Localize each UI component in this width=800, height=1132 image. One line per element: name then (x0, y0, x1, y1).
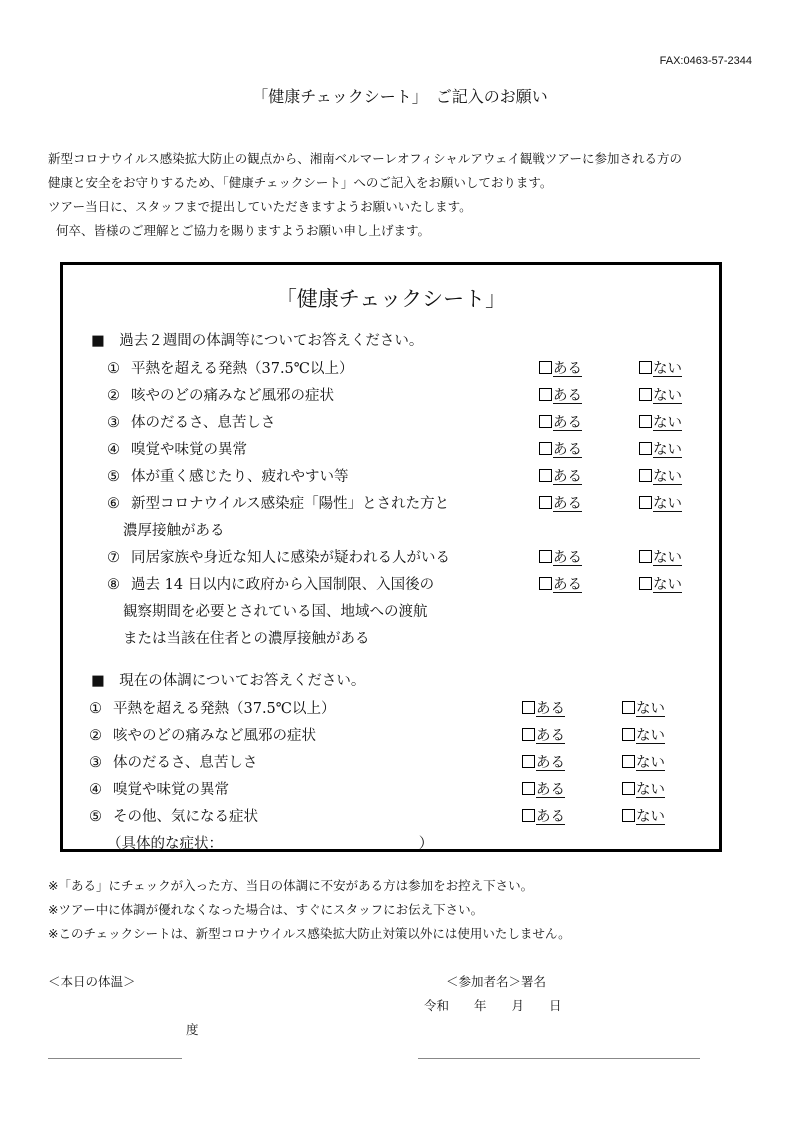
checkbox-icon (522, 755, 535, 768)
question-number: ② (107, 388, 120, 404)
s1-q5-yes[interactable] (539, 465, 582, 486)
checkbox-icon (522, 728, 535, 741)
option-label: ない (636, 701, 665, 717)
s1-question-5 (107, 465, 349, 486)
question-text: 体のだるさ、息苦しさ (131, 415, 276, 431)
question-number: ① (89, 701, 102, 717)
option-label: ある (536, 755, 565, 771)
checkbox-icon (539, 550, 552, 563)
s2-q4-no[interactable] (622, 778, 665, 799)
page-title: 「健康チェックシート」 ご記入のお願い (252, 87, 548, 106)
question-number: ① (107, 361, 120, 377)
note-3: ※このチェックシートは、新型コロナウイルス感染拡大防止対策以外には使用いたしません。 (48, 926, 571, 941)
s1-question-2 (107, 384, 334, 405)
option-label: ない (636, 809, 665, 825)
section1-heading: ■ 過去２週間の体調等についてお答えください。 (91, 333, 424, 349)
question-text: 嗅覚や味覚の異常 (131, 442, 247, 458)
s1-question-8-cont-2: または当該在住者との濃厚接触がある (123, 631, 370, 647)
option-label: ある (553, 469, 582, 485)
option-label: ある (553, 442, 582, 458)
checkbox-icon (539, 496, 552, 509)
option-label: ある (553, 388, 582, 404)
s1-question-1 (107, 357, 354, 378)
s1-q1-yes[interactable] (539, 357, 582, 378)
option-label: ある (553, 415, 582, 431)
checkbox-icon (539, 361, 552, 374)
s2-q5-no[interactable] (622, 805, 665, 826)
s2-q2-no[interactable] (622, 724, 665, 745)
question-text: 咳やのどの痛みなど風邪の症状 (113, 728, 316, 744)
checkbox-icon (539, 577, 552, 590)
s1-question-7 (107, 546, 450, 567)
s1-q3-yes[interactable] (539, 411, 582, 432)
checkbox-icon (639, 469, 652, 482)
s2-question-2 (89, 724, 316, 745)
intro-line-2: 健康と安全をお守りするため、「健康チェックシート」へのご記入をお願いしております。 (48, 175, 553, 190)
s1-question-6 (107, 492, 449, 513)
option-label: ある (553, 577, 582, 593)
question-number: ③ (89, 755, 102, 771)
checkbox-icon (639, 415, 652, 428)
checkbox-icon (522, 782, 535, 795)
question-text: 平熱を超える発熱（37.5℃以上） (113, 701, 336, 717)
option-label: ない (653, 577, 682, 593)
note-1: ※「ある」にチェックが入った方、当日の体調に不安がある方は参加をお控え下さい。 (48, 878, 534, 893)
option-label: ない (636, 755, 665, 771)
s2-q4-yes[interactable] (522, 778, 565, 799)
s1-question-8-cont-1: 観察期間を必要とされている国、地域への渡航 (123, 604, 428, 620)
intro-line-1: 新型コロナウイルス感染拡大防止の観点から、湘南ベルマーレオフィシャルアウェイ観戦ツアーに参加される方の (48, 151, 683, 166)
option-label: ない (636, 728, 665, 744)
option-label: ある (536, 782, 565, 798)
option-label: ない (653, 442, 682, 458)
option-label: ない (653, 550, 682, 566)
s1-q6-no[interactable] (639, 492, 682, 513)
health-check-sheet (60, 262, 722, 852)
question-text: 体が重く感じたり、疲れやすい等 (131, 469, 349, 485)
s2-q1-no[interactable] (622, 697, 665, 718)
s1-q2-yes[interactable] (539, 384, 582, 405)
s1-q7-yes[interactable] (539, 546, 582, 567)
checkbox-icon (522, 701, 535, 714)
date-label: 令和 年 月 日 (424, 998, 562, 1013)
option-label: ある (536, 809, 565, 825)
checkbox-icon (639, 550, 652, 563)
question-number: ④ (107, 442, 120, 458)
s2-q3-yes[interactable] (522, 751, 565, 772)
fax-number: FAX:0463-57-2344 (659, 55, 752, 67)
option-label: ない (653, 415, 682, 431)
question-text: その他、気になる症状 (113, 809, 258, 825)
s2-q1-yes[interactable] (522, 697, 565, 718)
intro-line-3: ツアー当日に、スタッフまで提出していただきますようお願いいたします。 (48, 199, 472, 214)
note-2: ※ツアー中に体調が優れなくなった場合は、すぐにスタッフにお伝え下さい。 (48, 902, 484, 917)
checkbox-icon (622, 728, 635, 741)
section2-heading: ■ 現在の体調についてお答えください。 (91, 673, 366, 689)
question-text: 過去 14 日以内に政府から入国制限、入国後の (131, 577, 435, 593)
question-number: ⑧ (107, 577, 120, 593)
checkbox-icon (622, 782, 635, 795)
checkbox-icon (622, 755, 635, 768)
question-number: ③ (107, 415, 120, 431)
option-label: ない (636, 782, 665, 798)
s1-question-6-cont: 濃厚接触がある (123, 523, 225, 539)
option-label: ない (653, 496, 682, 512)
s2-question-1 (89, 697, 336, 718)
s1-q2-no[interactable] (639, 384, 682, 405)
s1-q1-no[interactable] (639, 357, 682, 378)
s1-question-3 (107, 411, 275, 432)
s1-question-8 (107, 573, 434, 594)
s1-q8-yes[interactable] (539, 573, 582, 594)
s1-q5-no[interactable] (639, 465, 682, 486)
symptom-detail-field[interactable]: （具体的な症状： ） (107, 836, 434, 852)
option-label: ある (553, 496, 582, 512)
s1-q6-yes[interactable] (539, 492, 582, 513)
question-number: ⑦ (107, 550, 120, 566)
option-label: ある (536, 701, 565, 717)
question-text: 嗅覚や味覚の異常 (113, 782, 229, 798)
s2-q2-yes[interactable] (522, 724, 565, 745)
question-number: ⑥ (107, 496, 120, 512)
s2-question-5 (89, 805, 258, 826)
checkbox-icon (639, 496, 652, 509)
question-text: 咳やのどの痛みなど風邪の症状 (131, 388, 334, 404)
checkbox-icon (539, 469, 552, 482)
temperature-label: ＜本日の体温＞ (48, 974, 136, 989)
question-text: 平熱を超える発熱（37.5℃以上） (131, 361, 354, 377)
temperature-unit: 度 (186, 1022, 199, 1037)
intro-line-4: 何卒、皆様のご理解とご協力を賜りますようお願い申し上げます。 (56, 223, 431, 238)
question-text: 同居家族や身近な知人に感染が疑われる人がいる (131, 550, 450, 566)
sheet-title: 「健康チェックシート」 (275, 287, 507, 311)
question-number: ④ (89, 782, 102, 798)
question-number: ② (89, 728, 102, 744)
signature-label: ＜参加者名＞署名 (446, 974, 547, 989)
temperature-input-line[interactable] (48, 1058, 182, 1059)
s1-q3-no[interactable] (639, 411, 682, 432)
question-number: ⑤ (107, 469, 120, 485)
s2-question-4 (89, 778, 229, 799)
option-label: ない (653, 469, 682, 485)
option-label: ある (536, 728, 565, 744)
s1-q4-yes[interactable] (539, 438, 582, 459)
option-label: ない (653, 361, 682, 377)
checkbox-icon (639, 361, 652, 374)
option-label: ある (553, 550, 582, 566)
checkbox-icon (522, 809, 535, 822)
question-text: 新型コロナウイルス感染症「陽性」とされた方と (131, 496, 450, 512)
signature-input-line[interactable] (418, 1058, 700, 1059)
checkbox-icon (539, 442, 552, 455)
s2-question-3 (89, 751, 257, 772)
s1-q4-no[interactable] (639, 438, 682, 459)
s2-q5-yes[interactable] (522, 805, 565, 826)
s1-q7-no[interactable] (639, 546, 682, 567)
checkbox-icon (639, 577, 652, 590)
s1-question-4 (107, 438, 247, 459)
checkbox-icon (622, 809, 635, 822)
checkbox-icon (639, 388, 652, 401)
checkbox-icon (639, 442, 652, 455)
checkbox-icon (539, 388, 552, 401)
s2-q3-no[interactable] (622, 751, 665, 772)
question-text: 体のだるさ、息苦しさ (113, 755, 258, 771)
option-label: ない (653, 388, 682, 404)
question-number: ⑤ (89, 809, 102, 825)
checkbox-icon (539, 415, 552, 428)
checkbox-icon (622, 701, 635, 714)
s1-q8-no[interactable] (639, 573, 682, 594)
option-label: ある (553, 361, 582, 377)
